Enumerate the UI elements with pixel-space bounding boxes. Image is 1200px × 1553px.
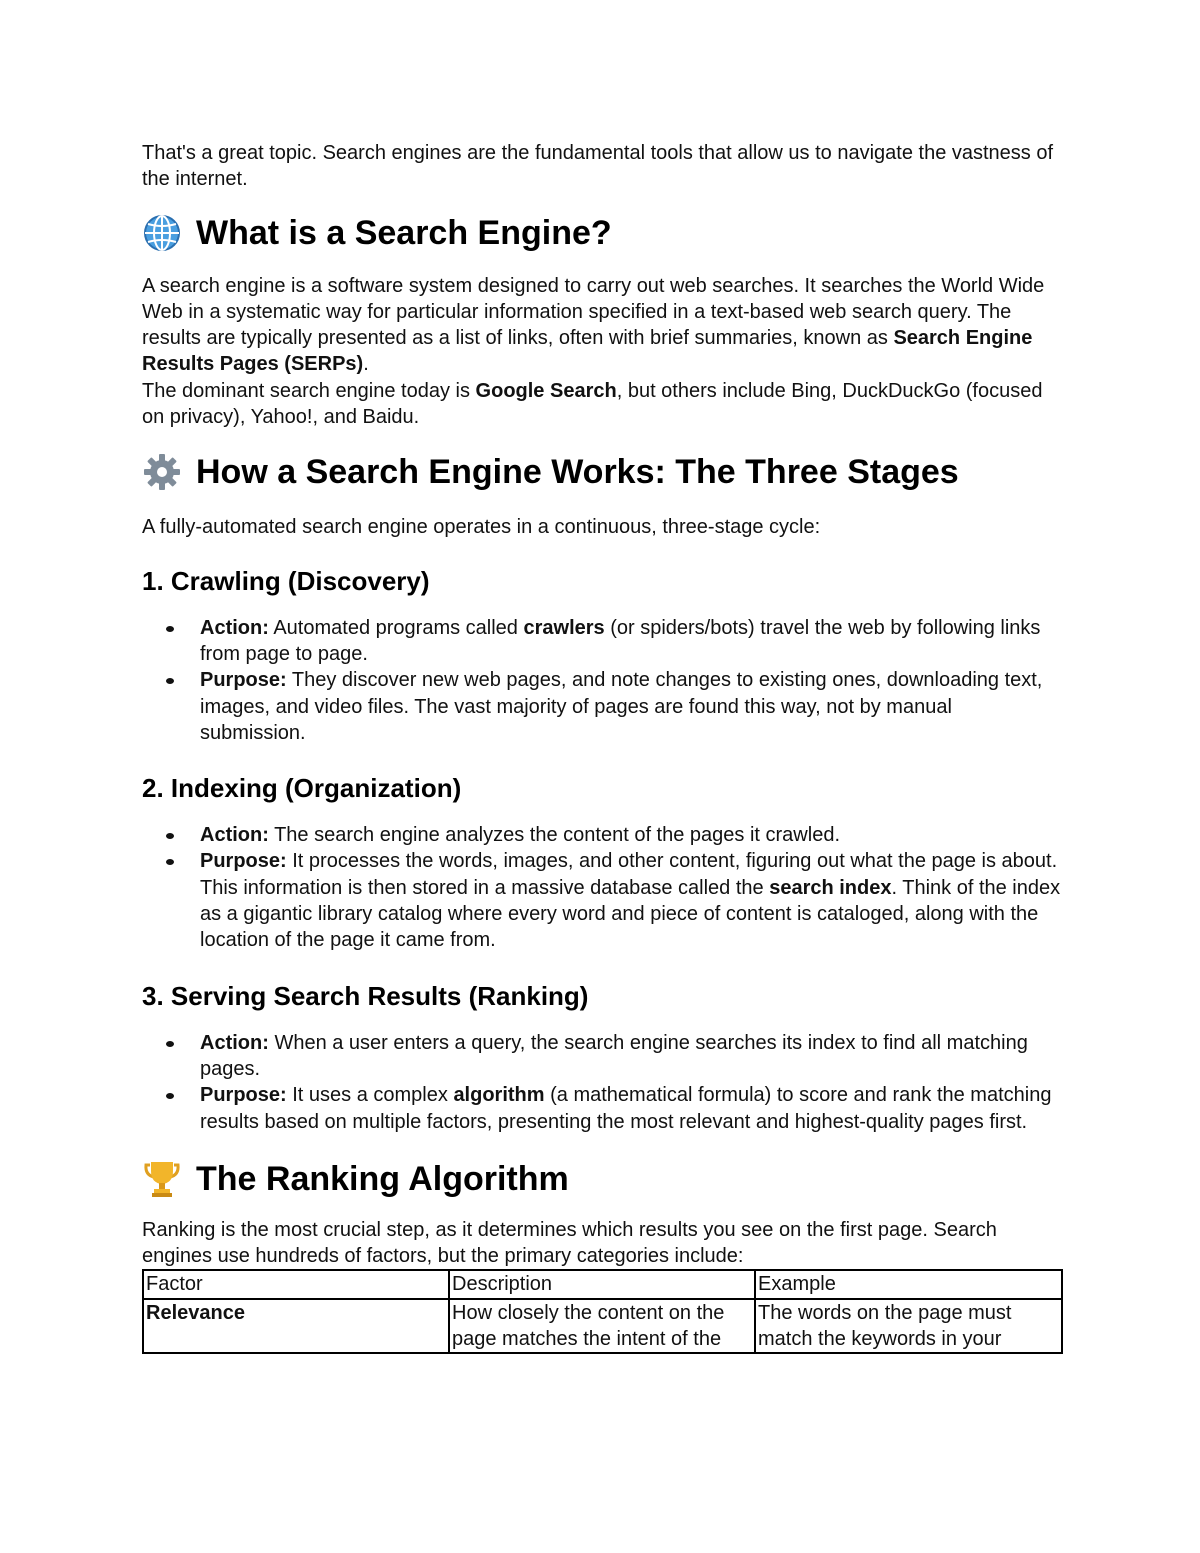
table-row (143, 1299, 1062, 1353)
action-text-end: (or spiders/bots) travel the web by following links from page to page. (200, 616, 1041, 665)
purpose-label: Purpose: (200, 850, 287, 873)
definition-end: . (363, 353, 369, 376)
dominant-engine-paragraph (142, 378, 1062, 431)
bullet-icon (166, 626, 174, 632)
action-text: When a user enters a query, the search engine searches its index to find all matching pages. (200, 1031, 1028, 1080)
bullet-icon (166, 1041, 174, 1047)
heading-indexing: 2. Indexing (Organization) (142, 773, 462, 804)
action-label: Action: (200, 616, 269, 639)
definition-text: A search engine is a software system designed to carry out web searches. It searches the World Wide Web in a systematic way for particular information specified in a text-based web search query. The results are typically presented as a list of links, often with brief summaries, known as (142, 274, 1045, 350)
bullet-icon (166, 1093, 174, 1099)
definition-paragraph (142, 273, 1062, 378)
action-label: Action: (200, 824, 269, 847)
action-label: Action: (200, 1031, 269, 1054)
purpose-label: Purpose: (200, 1084, 287, 1107)
heading-what-is-search-engine (142, 213, 1062, 253)
serving-list (142, 1030, 1062, 1135)
search-index-term: search index (769, 876, 892, 899)
heading-serving: 3. Serving Search Results (Ranking) (142, 980, 589, 1011)
trophy-icon (142, 1159, 182, 1199)
google-search-term: Google Search (475, 379, 617, 402)
table-header-cell: Example (755, 1270, 1062, 1298)
bullet-icon (166, 859, 174, 865)
list-item (142, 1082, 1062, 1135)
action-text: The search engine analyzes the content of the pages it crawled. (268, 824, 840, 847)
ranking-factors-table (142, 1269, 1063, 1353)
purpose-text-end: (a mathematical formula) to score and rank the matching results based on multiple factors, presenting the most relevant and highest-quality pages first. (200, 1084, 1052, 1133)
gear-icon (142, 452, 182, 492)
bullet-icon (166, 678, 174, 684)
table-header-cell: Factor (143, 1270, 449, 1298)
list-item (142, 822, 1062, 848)
heading-text: The Ranking Algorithm (196, 1159, 569, 1198)
table-header-row (143, 1270, 1062, 1298)
globe-icon (142, 213, 182, 253)
purpose-text: It uses a complex (286, 1084, 454, 1107)
list-item (142, 667, 1062, 746)
factor-example: The words on the page must match the keywords in your (758, 1301, 1012, 1351)
list-item (142, 615, 1062, 668)
purpose-text: It processes the words, images, and other content, figuring out what the page is about. This information is then stored in a massive database called the (200, 850, 1058, 899)
factor-description: How closely the content on the page matches the intent of the (452, 1301, 725, 1351)
crawling-list (142, 615, 1062, 746)
serps-term: Search Engine Results Pages (SERPs) (142, 327, 1033, 376)
crawlers-term: crawlers (523, 616, 605, 639)
heading-how-it-works (142, 452, 1062, 492)
algorithm-term: algorithm (453, 1084, 545, 1107)
list-item (142, 848, 1062, 953)
intro-paragraph: That's a great topic. Search engines are the fundamental tools that allow us to navigate the vastness of the internet. (142, 142, 1054, 191)
purpose-text: They discover new web pages, and note changes to existing ones, downloading text, images, and video files. The vast majority of pages are found this way, not by manual submission. (200, 669, 1043, 744)
table-header-cell: Description (449, 1270, 755, 1298)
document-content (142, 140, 1062, 1354)
heading-text: How a Search Engine Works: The Three Stages (196, 453, 959, 492)
heading-crawling: 1. Crawling (Discovery) (142, 565, 430, 596)
table-cell (143, 1299, 449, 1353)
purpose-label: Purpose: (200, 669, 287, 692)
ranking-intro: Ranking is the most crucial step, as it determines which results you see on the first page. Search engines use hundreds of factors, but the primary categories include: (142, 1218, 997, 1268)
purpose-text-end: . Think of the index as a gigantic library catalog where every word and piece of content is cataloged, along with the location of the page it came from. (200, 876, 1061, 952)
stages-intro: A fully-automated search engine operates in a continuous, three-stage cycle: (142, 516, 821, 539)
indexing-list (142, 822, 1062, 953)
heading-ranking-algorithm (142, 1159, 1062, 1199)
action-text: Automated programs called (268, 616, 524, 639)
heading-text: What is a Search Engine? (196, 213, 612, 252)
table-cell (449, 1299, 755, 1353)
dominant-text: The dominant search engine today is (142, 379, 476, 402)
factor-name: Relevance (146, 1301, 245, 1324)
others-text: , but others include Bing, DuckDuckGo (focused on privacy), Yahoo!, and Baidu. (142, 379, 1043, 429)
list-item (142, 1030, 1062, 1083)
bullet-icon (166, 833, 174, 839)
table-cell (755, 1299, 1062, 1353)
